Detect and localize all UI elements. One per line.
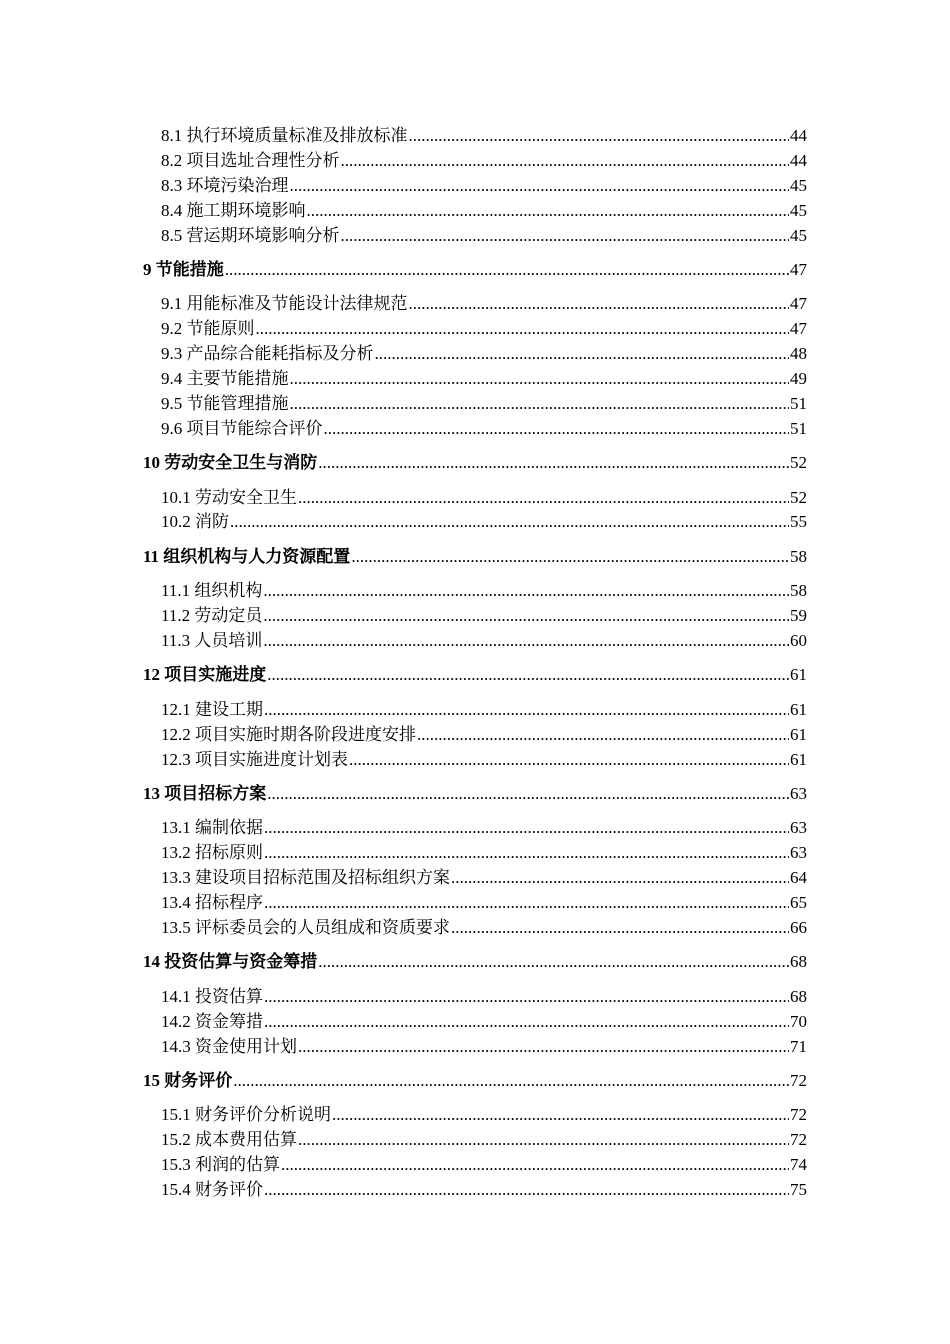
toc-chapter-entry[interactable]: [143, 782, 807, 807]
toc-entry-title: 11.1 组织机构: [161, 581, 263, 601]
toc-page-number: 60: [790, 631, 807, 651]
toc-entry-title: 8.2 项目选址合理性分析: [161, 150, 340, 170]
toc-section-entry[interactable]: [143, 1035, 807, 1060]
toc-dot-leader: [256, 317, 790, 342]
toc-section-entry[interactable]: [143, 317, 807, 342]
toc-page-number: 45: [790, 200, 807, 220]
toc-section-entry[interactable]: [143, 1128, 807, 1153]
toc-entry-title: 9.1 用能标准及节能设计法律规范: [161, 294, 408, 314]
toc-dot-leader: [298, 1035, 789, 1060]
toc-section-entry[interactable]: [143, 698, 807, 723]
toc-dot-leader: [375, 342, 790, 367]
toc-dot-leader: [281, 1153, 789, 1178]
toc-page-number: 49: [790, 369, 807, 389]
toc-page-number: 63: [790, 843, 807, 863]
toc-dot-leader: [290, 392, 790, 417]
toc-section-entry[interactable]: [143, 124, 807, 149]
toc-entry-title: 12 项目实施进度: [143, 665, 267, 685]
toc-section-entry[interactable]: [143, 486, 807, 511]
toc-page-number: 44: [790, 150, 807, 170]
toc-entry-title: 13.4 招标程序: [161, 893, 263, 913]
toc-page-number: 63: [790, 783, 807, 803]
toc-section-entry[interactable]: [143, 1178, 807, 1203]
toc-dot-leader: [290, 174, 790, 199]
toc-entry-title: 14.2 资金筹措: [161, 1011, 263, 1031]
toc-dot-leader: [264, 1178, 789, 1203]
toc-entry-title: 15.4 财务评价: [161, 1179, 263, 1199]
toc-dot-leader: [341, 224, 790, 249]
toc-entry-title: 9 节能措施: [143, 259, 224, 279]
toc-page-number: 52: [790, 487, 807, 507]
toc-entry-title: 13.3 建设项目招标范围及招标组织方案: [161, 868, 450, 888]
toc-page-number: 58: [790, 581, 807, 601]
toc-entry-title: 9.4 主要节能措施: [161, 369, 289, 389]
toc-page-number: 59: [790, 606, 807, 626]
toc-dot-leader: [341, 149, 790, 174]
toc-section-entry[interactable]: [143, 891, 807, 916]
toc-dot-leader: [263, 579, 789, 604]
toc-entry-title: 13.1 编制依据: [161, 818, 263, 838]
toc-section-entry[interactable]: [143, 816, 807, 841]
toc-section-entry[interactable]: [143, 367, 807, 392]
toc-page-number: 61: [790, 665, 807, 685]
toc-entry-title: 11.3 人员培训: [161, 631, 263, 651]
toc-page-number: 64: [790, 868, 807, 888]
toc-dot-leader: [298, 486, 789, 511]
toc-section-entry[interactable]: [143, 174, 807, 199]
toc-dot-leader: [332, 1103, 789, 1128]
toc-dot-leader: [409, 124, 790, 149]
toc-entry-title: 12.3 项目实施进度计划表: [161, 749, 348, 769]
toc-chapter-entry[interactable]: [143, 451, 807, 476]
toc-dot-leader: [298, 1128, 789, 1153]
toc-dot-leader: [264, 816, 789, 841]
toc-page-number: 72: [790, 1130, 807, 1150]
toc-entry-title: 10 劳动安全卫生与消防: [143, 453, 318, 473]
toc-page-number: 65: [790, 893, 807, 913]
toc-page-number: 51: [790, 418, 807, 438]
toc-dot-leader: [263, 629, 789, 654]
toc-chapter-entry[interactable]: [143, 258, 807, 283]
toc-section-entry[interactable]: [143, 1103, 807, 1128]
toc-entry-title: 12.1 建设工期: [161, 699, 263, 719]
toc-page-number: 74: [790, 1155, 807, 1175]
toc-entry-title: 13 项目招标方案: [143, 783, 267, 803]
toc-entry-title: 8.5 营运期环境影响分析: [161, 225, 340, 245]
toc-page-number: 66: [790, 917, 807, 937]
toc-entry-title: 10.1 劳动安全卫生: [161, 487, 297, 507]
toc-entry-title: 10.2 消防: [161, 512, 229, 532]
toc-entry-title: 15 财务评价: [143, 1070, 233, 1090]
toc-entry-title: 13.5 评标委员会的人员组成和资质要求: [161, 917, 450, 937]
toc-section-entry[interactable]: [143, 866, 807, 891]
toc-section-entry[interactable]: [143, 604, 807, 629]
toc-chapter-entry[interactable]: [143, 545, 807, 570]
toc-section-entry[interactable]: [143, 224, 807, 249]
toc-section-entry[interactable]: [143, 149, 807, 174]
toc-entry-title: 14.1 投资估算: [161, 986, 263, 1006]
toc-page-number: 47: [790, 319, 807, 339]
toc-entry-title: 15.3 利润的估算: [161, 1155, 280, 1175]
toc-dot-leader: [267, 782, 789, 807]
toc-dot-leader: [264, 698, 789, 723]
toc-section-entry[interactable]: [143, 1153, 807, 1178]
toc-dot-leader: [233, 1069, 789, 1094]
toc-section-entry[interactable]: [143, 510, 807, 535]
toc-section-entry[interactable]: [143, 841, 807, 866]
toc-page-number: 63: [790, 818, 807, 838]
toc-section-entry[interactable]: [143, 748, 807, 773]
toc-page-number: 61: [790, 699, 807, 719]
toc-dot-leader: [324, 417, 790, 442]
toc-section-entry[interactable]: [143, 1010, 807, 1035]
toc-page-number: 48: [790, 344, 807, 364]
toc-entry-title: 9.3 产品综合能耗指标及分析: [161, 344, 374, 364]
table-of-contents: [143, 124, 807, 1203]
toc-dot-leader: [307, 199, 790, 224]
toc-page-number: 71: [790, 1036, 807, 1056]
toc-entry-title: 13.2 招标原则: [161, 843, 263, 863]
toc-entry-title: 11 组织机构与人力资源配置: [143, 546, 351, 566]
toc-dot-leader: [267, 663, 789, 688]
toc-page-number: 55: [790, 512, 807, 532]
toc-page-number: 44: [790, 126, 807, 145]
toc-section-entry[interactable]: [143, 417, 807, 442]
toc-section-entry[interactable]: [143, 579, 807, 604]
toc-section-entry[interactable]: [143, 916, 807, 941]
toc-page-number: 72: [790, 1070, 807, 1090]
toc-page-number: 72: [790, 1105, 807, 1125]
toc-dot-leader: [349, 748, 789, 773]
toc-page-number: 47: [790, 294, 807, 314]
toc-section-entry[interactable]: [143, 723, 807, 748]
toc-chapter-entry[interactable]: [143, 1069, 807, 1094]
toc-dot-leader: [230, 510, 789, 535]
toc-page-number: 68: [790, 952, 807, 972]
toc-dot-leader: [264, 1010, 789, 1035]
toc-dot-leader: [264, 891, 789, 916]
toc-dot-leader: [225, 258, 789, 283]
toc-dot-leader: [318, 451, 789, 476]
toc-section-entry[interactable]: [143, 392, 807, 417]
toc-dot-leader: [409, 292, 790, 317]
toc-section-entry[interactable]: [143, 985, 807, 1010]
toc-page-number: 58: [790, 546, 807, 566]
toc-dot-leader: [263, 604, 789, 629]
toc-page-number: 47: [790, 259, 807, 279]
toc-dot-leader: [318, 950, 789, 975]
toc-section-entry[interactable]: [143, 199, 807, 224]
toc-entry-title: 14 投资估算与资金筹措: [143, 952, 318, 972]
toc-entry-title: 15.1 财务评价分析说明: [161, 1105, 331, 1125]
toc-entry-title: 9.2 节能原则: [161, 319, 255, 339]
toc-entry-title: 15.2 成本费用估算: [161, 1130, 297, 1150]
toc-entry-title: 12.2 项目实施时期各阶段进度安排: [161, 724, 416, 744]
toc-page-number: 45: [790, 175, 807, 195]
toc-dot-leader: [351, 545, 789, 570]
toc-section-entry[interactable]: [143, 292, 807, 317]
toc-entry-title: 8.3 环境污染治理: [161, 175, 289, 195]
toc-section-entry[interactable]: [143, 629, 807, 654]
toc-dot-leader: [264, 985, 789, 1010]
toc-dot-leader: [451, 916, 789, 941]
toc-page-number: 51: [790, 393, 807, 413]
toc-dot-leader: [417, 723, 789, 748]
toc-entry-title: 8.4 施工期环境影响: [161, 200, 306, 220]
toc-entry-title: 11.2 劳动定员: [161, 606, 263, 626]
toc-entry-title: 14.3 资金使用计划: [161, 1036, 297, 1056]
toc-page-number: 68: [790, 986, 807, 1006]
toc-section-entry[interactable]: [143, 342, 807, 367]
toc-chapter-entry[interactable]: [143, 663, 807, 688]
toc-entry-title: 9.6 项目节能综合评价: [161, 418, 323, 438]
toc-page-number: 75: [790, 1179, 807, 1199]
toc-entry-title: 8.1 执行环境质量标准及排放标准: [161, 126, 408, 145]
toc-chapter-entry[interactable]: [143, 950, 807, 975]
toc-page-number: 70: [790, 1011, 807, 1031]
toc-page-number: 52: [790, 453, 807, 473]
toc-page-number: 45: [790, 225, 807, 245]
toc-dot-leader: [451, 866, 789, 891]
toc-entry-title: 9.5 节能管理措施: [161, 393, 289, 413]
toc-dot-leader: [290, 367, 790, 392]
toc-dot-leader: [264, 841, 789, 866]
toc-page-number: 61: [790, 724, 807, 744]
toc-page-number: 61: [790, 749, 807, 769]
